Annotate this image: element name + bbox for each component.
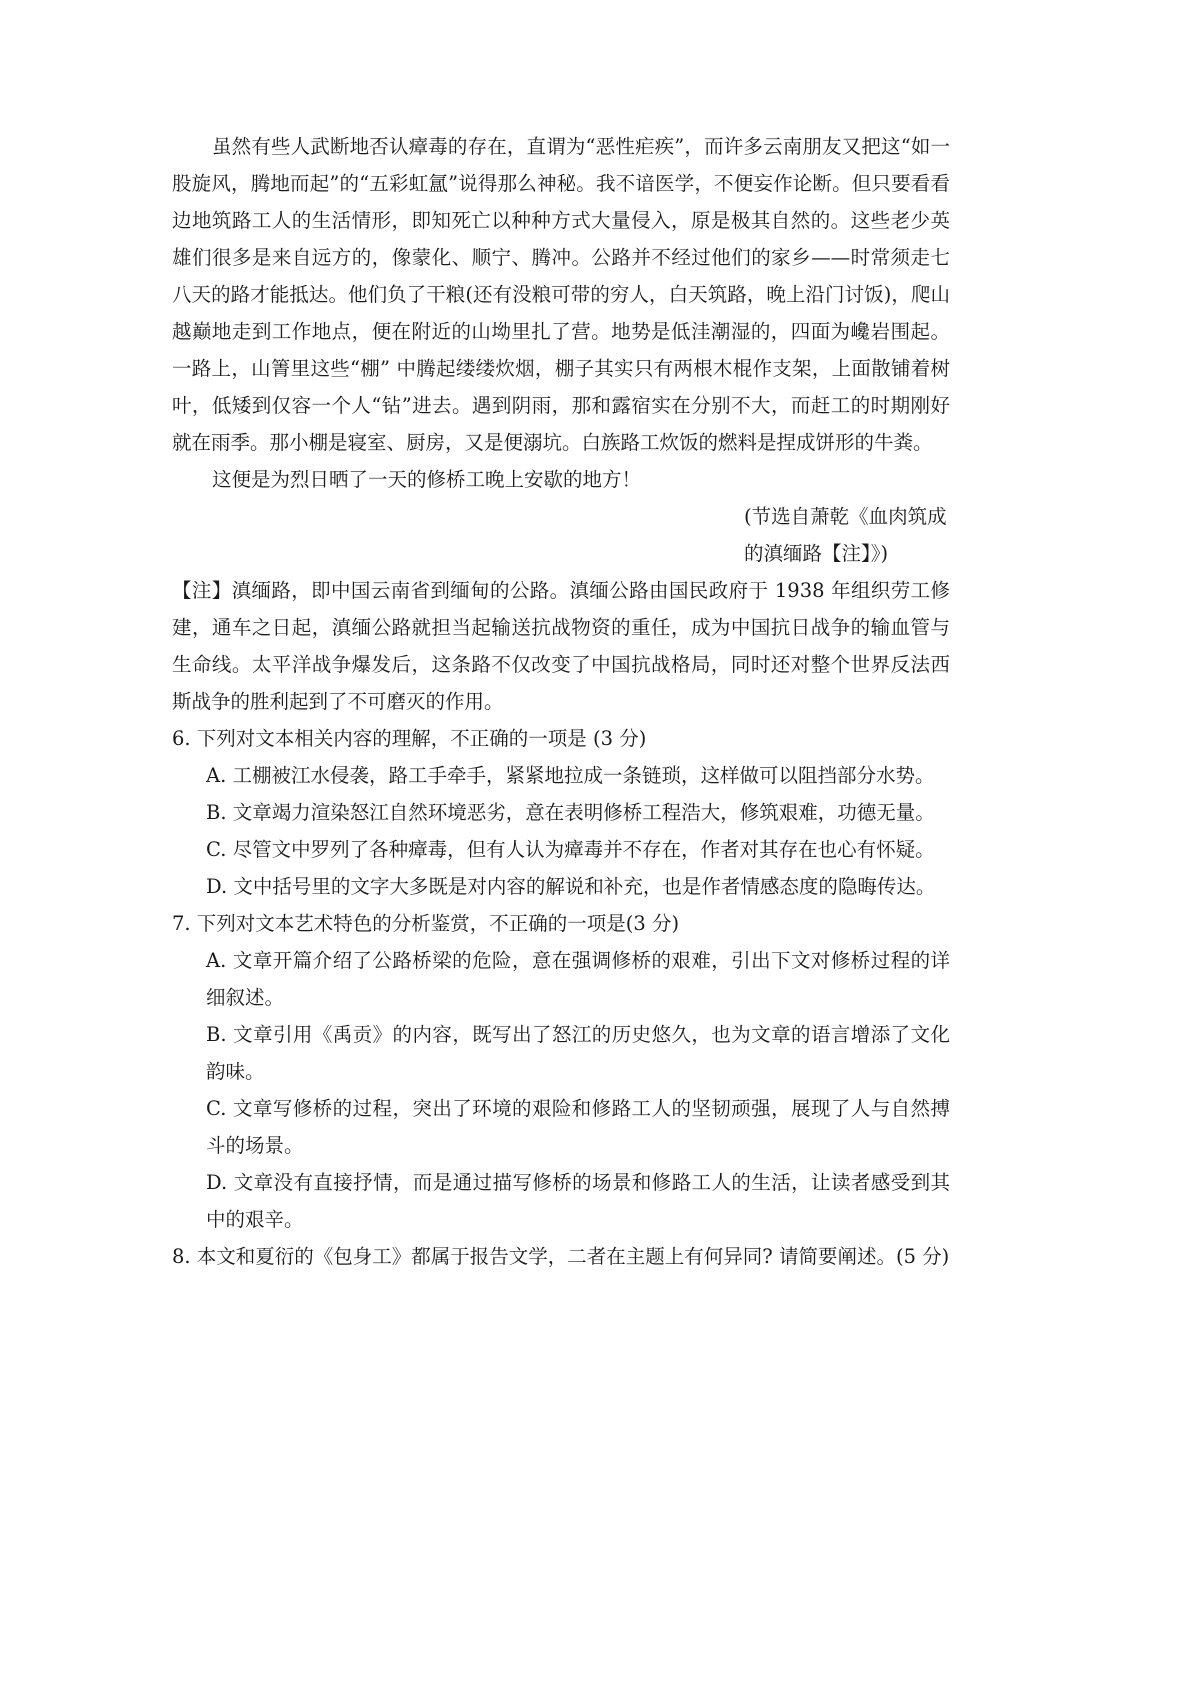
passage-paragraph-1: 虽然有些人武断地否认瘴毒的存在，直谓为“恶性疟疾”，而许多云南朋友又把这“如一股旋风，腾地而起”的“五彩虹氲”说得那么神秘。我不谙医学，不便妄作论断。但只要看看边地筑路工人的生活情形，即知死亡以种种方式大量侵入，原是极其自然的。这些老少英雄们很多是来自远方的，像蒙化、顺宁、腾冲。公路并不经过他们的家乡——时常须走七八天的路才能抵达。他们负了干粮(还有没粮可带的穷人，白天筑路，晚上沿门讨饭)，爬山越巅地走到工作地点，便在附近的山坳里扎了营。地势是低洼潮湿的，四面为巉岩围起。一路上，山箐里这些“棚” 中腾起缕缕炊烟，棚子其实只有两根木棍作支架，上面散铺着树叶，低矮到仅容一个人“钻”进去。遇到阴雨，那和露宿实在分别不大，而赶工的时期刚好就在雨季。那小棚是寝室、厨房，又是便溺坑。白族路工炊饭的燃料是捏成饼形的牛粪。 [172, 135, 950, 454]
question-6-option-a: A. 工棚被江水侵袭，路工手牵手，紧紧地拉成一条链琐，这样做可以阻挡部分水势。 [206, 764, 935, 787]
question-7-option-b: B. 文章引用《禹贡》的内容，既写出了怒江的历史悠久，也为文章的语言增添了文化韵味。 [206, 1023, 950, 1083]
source-attribution [172, 498, 950, 572]
attribution-line-2: 的滇缅路【注】》) [744, 542, 889, 565]
question-6-option-b: B. 文章竭力渲染怒江自然环境恶劣，意在表明修桥工程浩大，修筑艰难，功德无量。 [206, 801, 935, 824]
attribution-line-1: (节选自萧乾《血肉筑成 [744, 505, 947, 528]
footnote: 【注】滇缅路，即中国云南省到缅甸的公路。滇缅公路由国民政府于 1938 年组织劳工修建，通车之日起，滇缅公路就担当起输送抗战物资的重任，成为中国抗日战争的输血管与生命线。太平洋战争爆发后，这条路不仅改变了中国抗战格局，同时还对整个世界反法西斯战争的胜利起到了不可磨灭的作用。 [172, 579, 950, 713]
question-6-stem: 6. 下列对文本相关内容的理解，不正确的一项是 (3 分) [172, 727, 647, 750]
question-8-stem: 8. 本文和夏衍的《包身工》都属于报告文学，二者在主题上有何异同? 请简要阐述。(5 分) [172, 1245, 950, 1268]
page-content [172, 128, 950, 1275]
question-7-option-a: A. 文章开篇介绍了公路桥梁的危险，意在强调修桥的艰难，引出下文对修桥过程的详细叙述。 [206, 949, 950, 1009]
question-7-option-d: D. 文章没有直接抒情，而是通过描写修桥的场景和修路工人的生活，让读者感受到其中的艰辛。 [206, 1171, 950, 1231]
passage-paragraph-2: 这便是为烈日晒了一天的修桥工晚上安歇的地方！ [212, 468, 642, 491]
question-6-option-c: C. 尽管文中罗列了各种瘴毒，但有人认为瘴毒并不存在，作者对其存在也心有怀疑。 [206, 838, 935, 861]
question-6-option-d: D. 文中括号里的文字大多既是对内容的解说和补充，也是作者情感态度的隐晦传达。 [206, 875, 936, 898]
question-7-stem: 7. 下列对文本艺术特色的分析鉴赏，不正确的一项是(3 分) [172, 912, 680, 935]
question-7-option-c: C. 文章写修桥的过程，突出了环境的艰险和修路工人的坚韧顽强，展现了人与自然搏斗的场景。 [206, 1097, 950, 1157]
